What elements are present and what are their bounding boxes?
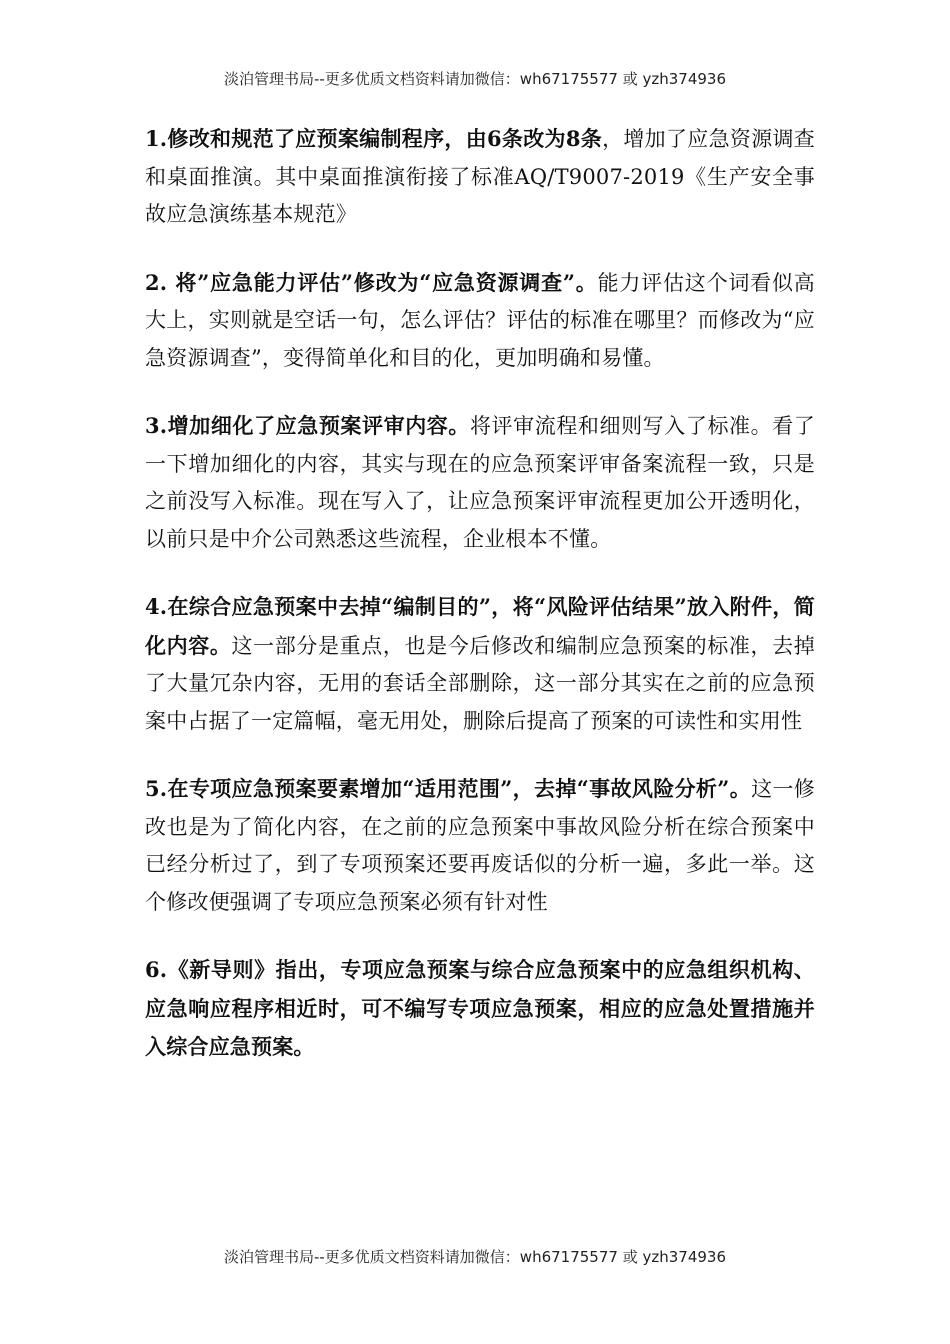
paragraph-1-text: ，增加了应急资源调查和桌面推演。其中桌面推演衔接了标准AQ/T9007-2019《生产安全事故应急演练基本规范》 xyxy=(145,127,816,226)
paragraph-2 xyxy=(145,264,815,378)
paragraph-5-text: 这一修改也是为了简化内容，在之前的应急预案中事故风险分析在综合预案中已经分析过了，到了专项预案还要再废话似的分析一遍，多此一举。这个修改便强调了专项应急预案必须有针对性 xyxy=(145,777,816,914)
paragraph-6 xyxy=(145,951,815,1067)
paragraph-3-text: 将评审流程和细则写入了标准。看了一下增加细化的内容，其实与现在的应急预案评审备案流程一致，只是之前没写入标准。现在写入了，让应急预案评审流程更加公开透明化，以前只是中介公司熟悉这些流程，企业根本不懂。 xyxy=(145,414,816,551)
paragraph-4 xyxy=(145,588,815,740)
paragraph-3 xyxy=(145,407,815,558)
page-footer: 淡泊管理书局--更多优质文档资料请加微信：wh67175577 或 yzh374936 xyxy=(223,1248,726,1266)
paragraph-1 xyxy=(145,120,815,234)
paragraph-6-heading: 6.《新导则》指出，专项应急预案与综合应急预案中的应急组织机构、应急响应程序相近时，可不编写专项应急预案，相应的应急处置措施并入综合应急预案。 xyxy=(145,957,815,1059)
page-header: 淡泊管理书局--更多优质文档资料请加微信：wh67175577 或 yzh374936 xyxy=(223,70,726,88)
paragraph-2-heading: 2. 将”应急能力评估”修改为“应急资源调查”。 xyxy=(145,269,598,295)
document-body xyxy=(145,120,815,1097)
paragraph-4-heading: 4.在综合应急预案中去掉“编制目的”，将“风险评估结果”放入附件，简化内容。 xyxy=(145,594,815,658)
paragraph-1-heading: 1.修改和规范了应预案编制程序，由6条改为8条 xyxy=(145,126,603,151)
paragraph-5 xyxy=(145,770,815,921)
paragraph-2-text: 能力评估这个词看似高大上，实则就是空话一句，怎么评估？评估的标准在哪里？而修改为“应急资源调查”，变得简单化和目的化，更加明确和易懂。 xyxy=(145,270,815,370)
paragraph-4-text: 这一部分是重点，也是今后修改和编制应急预案的标准，去掉了大量冗杂内容，无用的套话全部删除，这一部分其实在之前的应急预案中占据了一定篇幅，毫无用处，删除后提高了预案的可读性和实用性 xyxy=(145,633,815,733)
paragraph-3-heading: 3.增加细化了应急预案评审内容。 xyxy=(145,413,470,438)
paragraph-5-heading: 5.在专项应急预案要素增加“适用范围”，去掉“事故风险分析”。 xyxy=(145,776,752,801)
